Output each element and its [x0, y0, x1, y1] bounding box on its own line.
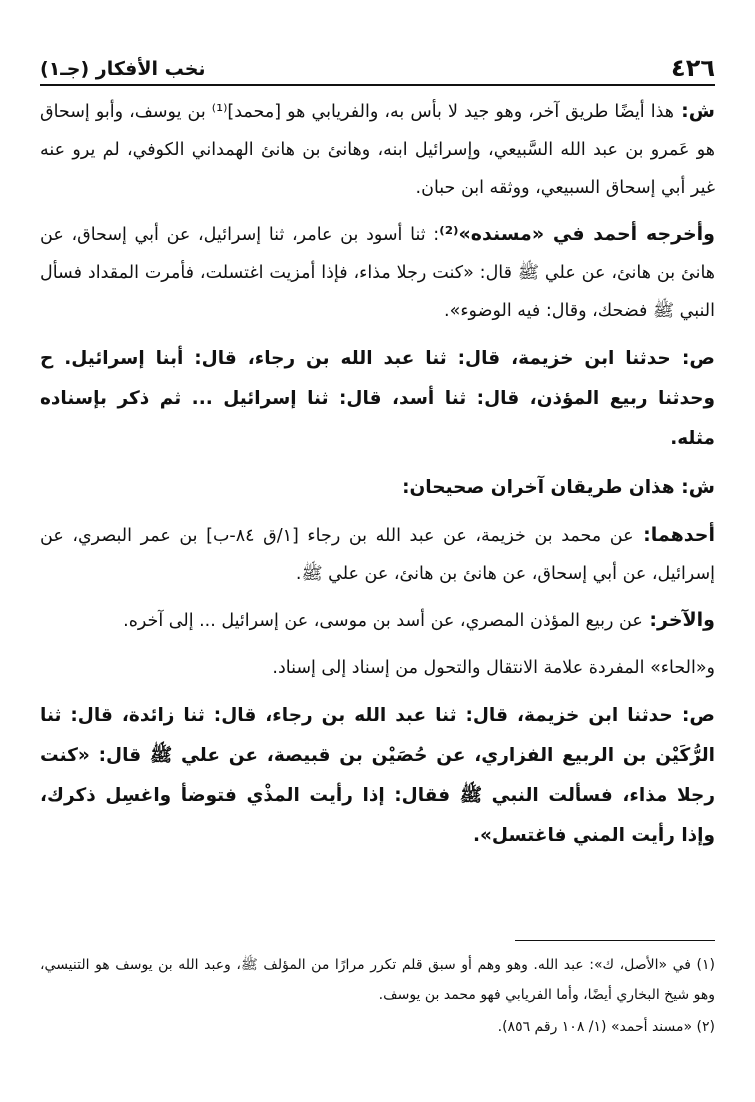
paragraph-lead: أحدهما:	[633, 524, 715, 546]
paragraph-5	[40, 516, 715, 593]
paragraph-3	[40, 338, 715, 459]
paragraph-lead: ش:	[674, 476, 715, 498]
paragraph-1	[40, 92, 715, 207]
paragraph-lead: ش:	[674, 100, 715, 122]
book-title: نخب الأفكار (جـ١)	[40, 58, 206, 80]
paragraph-lead: وأخرجه أحمد في «مسنده»⁽²⁾	[439, 223, 715, 245]
paragraph-text: و«الحاء» المفردة علامة الانتقال والتحول من إسناد إلى إسناد.	[272, 658, 715, 678]
page-header	[40, 44, 715, 86]
paragraph-text: حدثنا ابن خزيمة، قال: ثنا عبد الله بن رجاء، قال: ثنا زائدة، قال: ثنا الرُّكَيْن بن الربيع الفزاري، عن حُصَيْن بن قبيصة، عن علي ﷺ قال: «كنت رجلا مذاء، فسألت النبي ﷺ فقال: إذا رأيت المذْي فتوضأ واغسِل ذكرك، وإذا رأيت المني فاغتسل».	[40, 705, 715, 846]
footnotes	[40, 950, 715, 1044]
paragraph-text: : ثنا أسود بن عامر، ثنا إسرائيل، عن أبي إسحاق، عن هانئ بن هانئ، عن علي ﷺ قال: «كنت رجلا مذاء، فإذا أمزيت اغتسلت، فأمرت المقداد فسأل النبي ﷺ فضحك، وقال: فيه الوضوء».	[40, 225, 715, 321]
paragraph-text: هذان طريقان آخران صحيحان:	[402, 477, 675, 498]
paragraph-4	[40, 467, 715, 508]
paragraph-text: حدثنا ابن خزيمة، قال: ثنا عبد الله بن رجاء، قال: أبنا إسرائيل. ح وحدثنا ربيع المؤذن، قال: ثنا أسد، قال: ثنا إسرائيل ... ثم ذكر بإسناده مثله.	[40, 348, 715, 449]
paragraph-7	[40, 648, 715, 687]
footnote-divider	[515, 940, 715, 941]
footnote-2: (٢) «مسند أحمد» (١/ ١٠٨ رقم ٨٥٦).	[497, 1019, 715, 1035]
footnote-1: (١) في «الأصل، ك»: عبد الله. وهو وهم أو سبق قلم تكرر مرارًا من المؤلف ﷺ، وعبد الله بن يوسف هو التنيسي، وهو شيخ البخاري أيضًا، وأما الفريابي فهو محمد بن يوسف.	[40, 957, 715, 1003]
paragraph-text: عن محمد بن خزيمة، عن عبد الله بن رجاء [١/ق ٨٤-ب] بن عمر البصري، عن إسرائيل، عن أبي إسحاق، عن هانئ بن هانئ، عن علي ﷺ.	[40, 526, 715, 584]
paragraph-lead: والآخر:	[642, 609, 715, 631]
paragraph-lead: ص:	[670, 347, 715, 369]
paragraph-8	[40, 695, 715, 856]
paragraph-text: هذا أيضًا طريق آخر، وهو جيد لا بأس به، والفريابي هو [محمد]⁽¹⁾ بن يوسف، وأبو إسحاق هو عَمرو بن عبد الله السَّبيعي، وإسرائيل ابنه، وهانئ بن هانئ الهمداني الكوفي، لم يرو عنه غير أبي إسحاق السبيعي، ووثقه ابن حبان.	[40, 102, 715, 198]
paragraph-text: عن ربيع المؤذن المصري، عن أسد بن موسى، عن إسرائيل ... إلى آخره.	[123, 611, 643, 631]
paragraph-2	[40, 215, 715, 330]
page-number: ٤٢٦	[671, 54, 715, 82]
page-body	[40, 92, 715, 864]
paragraph-lead: ص:	[672, 704, 715, 726]
paragraph-6	[40, 601, 715, 640]
